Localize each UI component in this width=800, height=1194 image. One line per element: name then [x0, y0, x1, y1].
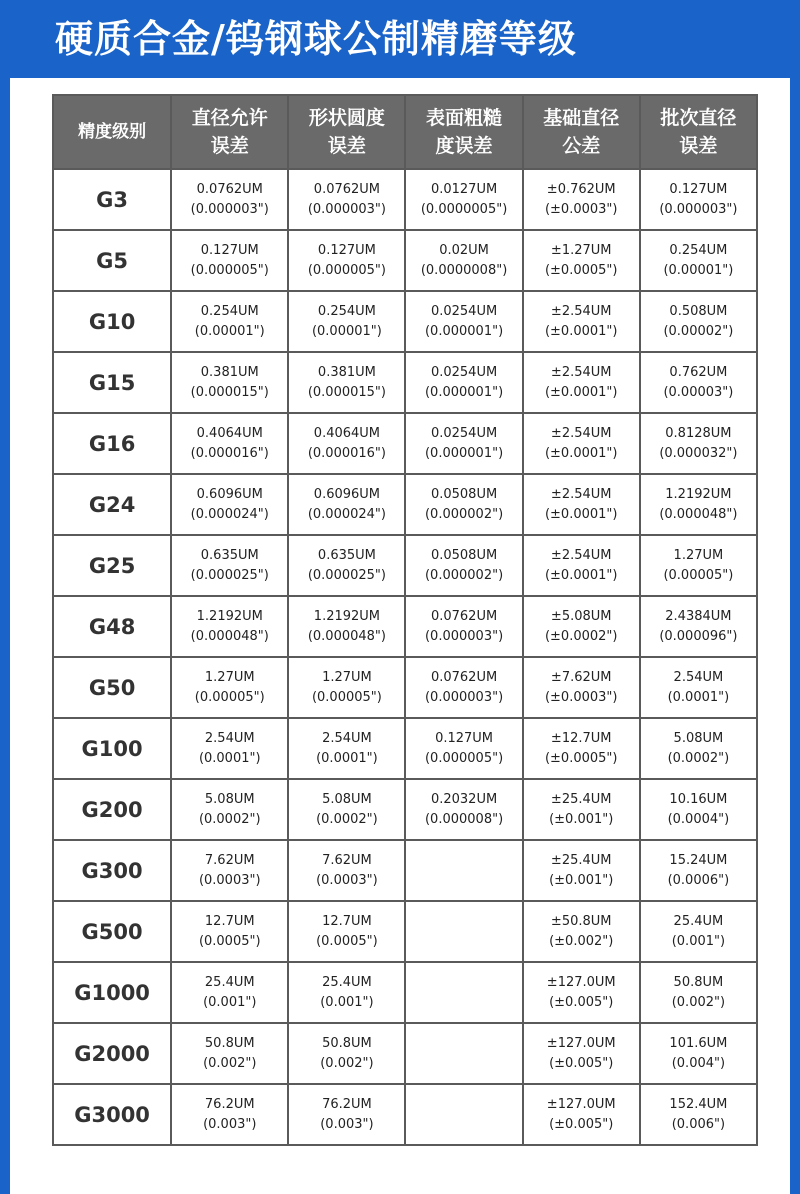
cell-lot-diameter-variation [640, 718, 757, 779]
table-row [53, 718, 757, 779]
cell-roundness [288, 169, 405, 230]
metric-value: 1.27UM [673, 547, 724, 563]
metric-value: 0.0508UM [430, 547, 498, 563]
cell-surface-roughness [405, 413, 522, 474]
cell-diameter-variation [171, 291, 288, 352]
cell-basic-diameter-tolerance [523, 1084, 640, 1145]
inch-value: (0.000003") [424, 628, 504, 644]
cell-diameter-variation [171, 169, 288, 230]
metric-value: 5.08UM [204, 791, 255, 807]
inch-value: (0.001") [671, 933, 726, 949]
metric-value: 0.0254UM [430, 364, 498, 380]
metric-value: 0.381UM [200, 364, 259, 380]
table-row [53, 901, 757, 962]
table-body [53, 169, 757, 1145]
inch-value: (0.00002") [663, 323, 734, 339]
grade-cell: G24 [53, 474, 171, 535]
inch-value: (0.0006") [667, 872, 730, 888]
metric-value: 0.0762UM [430, 608, 498, 624]
cell-roundness [288, 291, 405, 352]
cell-diameter-variation [171, 535, 288, 596]
inch-value: (±0.0001") [544, 384, 618, 400]
inch-value: (0.000015") [307, 384, 386, 400]
cell-lot-diameter-variation [640, 535, 757, 596]
inch-value: (±0.005") [549, 1116, 614, 1132]
grade-cell: G3 [53, 169, 171, 230]
cell-basic-diameter-tolerance [523, 230, 640, 291]
metric-value: 2.54UM [673, 669, 724, 685]
cell-lot-diameter-variation [640, 169, 757, 230]
grade-cell: G5 [53, 230, 171, 291]
inch-value: (0.00005") [663, 567, 734, 583]
inch-value: (±0.0003") [544, 689, 618, 705]
inch-value: (0.0001") [316, 750, 378, 766]
inch-value: (0.000001") [424, 323, 504, 339]
metric-value: 0.635UM [317, 547, 376, 563]
cell-roundness [288, 779, 405, 840]
header-line: 度误差 [435, 135, 493, 157]
inch-value: (0.00001") [194, 323, 265, 339]
inch-value: (0.002") [203, 1055, 257, 1071]
header-row [53, 95, 757, 169]
header-line: 基础直径 [543, 107, 620, 129]
grade-cell: G10 [53, 291, 171, 352]
inch-value: (0.000005") [307, 262, 386, 278]
cell-roundness [288, 535, 405, 596]
metric-value: 0.381UM [317, 364, 376, 380]
inch-value: (±0.002") [549, 933, 614, 949]
inch-value: (±0.0005") [544, 262, 618, 278]
cell-roundness [288, 413, 405, 474]
inch-value: (0.0004") [667, 811, 730, 827]
inch-value: (0.000016") [307, 445, 386, 461]
header-surface-roughness [405, 95, 522, 169]
table-row [53, 1023, 757, 1084]
grade-cell: G3000 [53, 1084, 171, 1145]
metric-value: 0.0254UM [430, 425, 498, 441]
inch-value: (0.0002") [198, 811, 261, 827]
cell-surface-roughness [405, 901, 522, 962]
inch-value: (0.00005") [194, 689, 265, 705]
metric-value: 76.2UM [322, 1096, 372, 1112]
cell-basic-diameter-tolerance [523, 596, 640, 657]
cell-surface-roughness [405, 535, 522, 596]
metric-value: 50.8UM [673, 974, 724, 990]
cell-surface-roughness [405, 779, 522, 840]
metric-value: ±25.4UM [550, 791, 612, 807]
inch-value: (±0.0005") [544, 750, 618, 766]
cell-surface-roughness [405, 840, 522, 901]
grade-cell: G15 [53, 352, 171, 413]
cell-surface-roughness [405, 657, 522, 718]
cell-lot-diameter-variation [640, 474, 757, 535]
header-line: 精度级别 [78, 122, 147, 142]
metric-value: 2.54UM [322, 730, 372, 746]
metric-value: 0.02UM [439, 242, 489, 258]
metric-value: 25.4UM [673, 913, 724, 929]
inch-value: (0.000015") [190, 384, 269, 400]
cell-surface-roughness [405, 169, 522, 230]
cell-roundness [288, 901, 405, 962]
metric-value: 25.4UM [204, 974, 255, 990]
cell-lot-diameter-variation [640, 596, 757, 657]
inch-value: (0.002") [671, 994, 726, 1010]
header-line: 批次直径 [660, 107, 737, 129]
cell-surface-roughness [405, 291, 522, 352]
cell-lot-diameter-variation [640, 291, 757, 352]
metric-value: 0.0127UM [430, 181, 498, 197]
metric-value: 50.8UM [322, 1035, 372, 1051]
inch-value: (±0.0001") [544, 567, 618, 583]
metric-value: 0.0762UM [196, 181, 263, 197]
cell-roundness [288, 596, 405, 657]
metric-value: 12.7UM [322, 913, 372, 929]
inch-value: (0.000048") [307, 628, 386, 644]
grade-cell: G2000 [53, 1023, 171, 1084]
metric-value: 25.4UM [322, 974, 372, 990]
header-line: 误差 [679, 135, 718, 157]
cell-diameter-variation [171, 596, 288, 657]
metric-value: 2.54UM [204, 730, 255, 746]
metric-value: 2.4384UM [665, 608, 732, 624]
metric-value: 1.2192UM [665, 486, 732, 502]
inch-value: (0.000003") [307, 201, 386, 217]
cell-lot-diameter-variation [640, 962, 757, 1023]
inch-value: (0.000024") [190, 506, 269, 522]
grade-cell: G25 [53, 535, 171, 596]
metric-value: 1.2192UM [313, 608, 381, 624]
cell-basic-diameter-tolerance [523, 657, 640, 718]
metric-value: 0.4064UM [196, 425, 263, 441]
header-line: 误差 [327, 135, 366, 157]
inch-value: (0.000001") [424, 445, 504, 461]
metric-value: 0.6096UM [196, 486, 263, 502]
cell-roundness [288, 657, 405, 718]
metric-value: 7.62UM [204, 852, 255, 868]
cell-diameter-variation [171, 657, 288, 718]
inch-value: (0.000005") [424, 750, 504, 766]
metric-value: 0.8128UM [665, 425, 732, 441]
metric-value: 0.4064UM [313, 425, 381, 441]
cell-surface-roughness [405, 230, 522, 291]
cell-roundness [288, 474, 405, 535]
inch-value: (±0.0003") [544, 201, 618, 217]
table-row [53, 352, 757, 413]
cell-basic-diameter-tolerance [523, 779, 640, 840]
cell-basic-diameter-tolerance [523, 413, 640, 474]
metric-value: 0.127UM [669, 181, 728, 197]
cell-lot-diameter-variation [640, 1023, 757, 1084]
cell-basic-diameter-tolerance [523, 169, 640, 230]
table-row [53, 596, 757, 657]
metric-value: 0.762UM [669, 364, 728, 380]
cell-diameter-variation [171, 474, 288, 535]
cell-roundness [288, 230, 405, 291]
inch-value: (0.000024") [307, 506, 386, 522]
inch-value: (0.000025") [190, 567, 269, 583]
cell-basic-diameter-tolerance [523, 352, 640, 413]
cell-basic-diameter-tolerance [523, 474, 640, 535]
metric-value: ±2.54UM [550, 547, 612, 563]
metric-value: ±2.54UM [550, 303, 612, 319]
header-line: 直径允许 [191, 107, 268, 129]
table-row [53, 291, 757, 352]
metric-value: ±25.4UM [550, 852, 612, 868]
inch-value: (0.006") [671, 1116, 726, 1132]
metric-value: 7.62UM [322, 852, 372, 868]
metric-value: ±127.0UM [546, 974, 616, 990]
inch-value: (0.0002") [667, 750, 730, 766]
cell-roundness [288, 352, 405, 413]
inch-value: (±0.0001") [544, 323, 618, 339]
inch-value: (0.0000008") [420, 262, 508, 278]
table-row [53, 840, 757, 901]
metric-value: ±127.0UM [546, 1035, 616, 1051]
inch-value: (0.000002") [424, 506, 504, 522]
inch-value: (0.00005") [311, 689, 382, 705]
metric-value: 0.254UM [317, 303, 376, 319]
metric-value: ±50.8UM [550, 913, 612, 929]
metric-value: 0.0254UM [430, 303, 498, 319]
grade-cell: G50 [53, 657, 171, 718]
header-roundness [288, 95, 405, 169]
cell-lot-diameter-variation [640, 657, 757, 718]
cell-roundness [288, 840, 405, 901]
inch-value: (0.003") [320, 1116, 374, 1132]
inch-value: (0.000048") [190, 628, 269, 644]
inch-value: (0.0003") [198, 872, 261, 888]
metric-value: 0.127UM [200, 242, 259, 258]
grade-cell: G48 [53, 596, 171, 657]
metric-value: ±0.762UM [546, 181, 616, 197]
inch-value: (0.000005") [190, 262, 269, 278]
table-row [53, 413, 757, 474]
cell-diameter-variation [171, 840, 288, 901]
header-line: 表面粗糙 [426, 107, 503, 129]
inch-value: (0.004") [671, 1055, 726, 1071]
inch-value: (0.000003") [190, 201, 269, 217]
cell-lot-diameter-variation [640, 779, 757, 840]
metric-value: ±2.54UM [550, 486, 612, 502]
inch-value: (±0.001") [549, 872, 614, 888]
metric-value: ±2.54UM [550, 364, 612, 380]
inch-value: (±0.001") [549, 811, 614, 827]
inch-value: (0.002") [320, 1055, 374, 1071]
cell-diameter-variation [171, 901, 288, 962]
cell-roundness [288, 962, 405, 1023]
metric-value: 0.127UM [435, 730, 494, 746]
inch-value: (0.000032") [659, 445, 738, 461]
inch-value: (0.003") [203, 1116, 257, 1132]
grade-cell: G16 [53, 413, 171, 474]
inch-value: (0.000002") [424, 567, 504, 583]
cell-diameter-variation [171, 1023, 288, 1084]
metric-value: 1.27UM [322, 669, 372, 685]
metric-value: 0.508UM [669, 303, 728, 319]
table-row [53, 230, 757, 291]
inch-value: (0.000016") [190, 445, 269, 461]
cell-basic-diameter-tolerance [523, 901, 640, 962]
metric-value: 0.127UM [317, 242, 376, 258]
inch-value: (0.0000005") [420, 201, 508, 217]
header-line: 形状圆度 [308, 107, 385, 129]
metric-value: ±127.0UM [546, 1096, 616, 1112]
cell-lot-diameter-variation [640, 901, 757, 962]
inch-value: (0.0005") [316, 933, 378, 949]
inch-value: (±0.0001") [544, 445, 618, 461]
inch-value: (0.00003") [663, 384, 734, 400]
metric-value: ±7.62UM [550, 669, 612, 685]
grade-cell: G1000 [53, 962, 171, 1023]
cell-surface-roughness [405, 962, 522, 1023]
cell-diameter-variation [171, 962, 288, 1023]
inch-value: (0.000003") [659, 201, 738, 217]
grade-cell: G300 [53, 840, 171, 901]
inch-value: (0.0001") [667, 689, 730, 705]
metric-value: 15.24UM [669, 852, 728, 868]
table-row [53, 474, 757, 535]
cell-basic-diameter-tolerance [523, 718, 640, 779]
inch-value: (0.0001") [198, 750, 261, 766]
metric-value: 5.08UM [673, 730, 724, 746]
metric-value: 0.0762UM [430, 669, 498, 685]
cell-lot-diameter-variation [640, 1084, 757, 1145]
inch-value: (±0.0001") [544, 506, 618, 522]
inch-value: (0.00001") [663, 262, 734, 278]
metric-value: 76.2UM [204, 1096, 255, 1112]
inch-value: (0.000048") [659, 506, 738, 522]
inch-value: (±0.0002") [544, 628, 618, 644]
inch-value: (0.001") [203, 994, 257, 1010]
page-title: 硬质合金/钨钢球公制精磨等级 [55, 17, 577, 61]
table-row [53, 169, 757, 230]
cell-diameter-variation [171, 352, 288, 413]
inch-value: (0.000008") [424, 811, 504, 827]
cell-surface-roughness [405, 596, 522, 657]
cell-surface-roughness [405, 352, 522, 413]
grade-cell: G200 [53, 779, 171, 840]
metric-value: 12.7UM [204, 913, 255, 929]
cell-diameter-variation [171, 1084, 288, 1145]
inch-value: (0.00001") [311, 323, 382, 339]
metric-value: ±2.54UM [550, 425, 612, 441]
metric-value: 152.4UM [669, 1096, 728, 1112]
cell-roundness [288, 718, 405, 779]
table-row [53, 1084, 757, 1145]
table-row [53, 657, 757, 718]
cell-diameter-variation [171, 413, 288, 474]
cell-surface-roughness [405, 1023, 522, 1084]
inch-value: (0.000001") [424, 384, 504, 400]
cell-basic-diameter-tolerance [523, 291, 640, 352]
cell-basic-diameter-tolerance [523, 535, 640, 596]
inch-value: (0.0005") [198, 933, 261, 949]
cell-basic-diameter-tolerance [523, 962, 640, 1023]
header-basic-diameter-tolerance [523, 95, 640, 169]
metric-value: 0.0762UM [313, 181, 381, 197]
metric-value: 0.6096UM [313, 486, 381, 502]
metric-value: ±12.7UM [550, 730, 612, 746]
cell-roundness [288, 1084, 405, 1145]
cell-lot-diameter-variation [640, 840, 757, 901]
header-lot-diameter-variation [640, 95, 757, 169]
metric-value: ±1.27UM [550, 242, 612, 258]
metric-value: 0.254UM [669, 242, 728, 258]
cell-surface-roughness [405, 474, 522, 535]
cell-lot-diameter-variation [640, 413, 757, 474]
metric-value: 50.8UM [204, 1035, 255, 1051]
inch-value: (0.000025") [307, 567, 386, 583]
table-card [10, 78, 790, 1194]
cell-basic-diameter-tolerance [523, 1023, 640, 1084]
grade-cell: G500 [53, 901, 171, 962]
cell-lot-diameter-variation [640, 352, 757, 413]
metric-value: 1.2192UM [196, 608, 263, 624]
header-diameter-variation [171, 95, 288, 169]
cell-diameter-variation [171, 779, 288, 840]
metric-value: 0.0508UM [430, 486, 498, 502]
cell-surface-roughness [405, 1084, 522, 1145]
cell-lot-diameter-variation [640, 230, 757, 291]
cell-surface-roughness [405, 718, 522, 779]
metric-value: 0.254UM [200, 303, 259, 319]
table-row [53, 962, 757, 1023]
cell-diameter-variation [171, 230, 288, 291]
table-row [53, 535, 757, 596]
cell-roundness [288, 1023, 405, 1084]
metric-value: 1.27UM [204, 669, 255, 685]
inch-value: (±0.005") [549, 994, 614, 1010]
metric-value: 0.635UM [200, 547, 259, 563]
inch-value: (0.0002") [316, 811, 378, 827]
header-line: 公差 [562, 135, 601, 157]
metric-value: 5.08UM [322, 791, 372, 807]
metric-value: 0.2032UM [430, 791, 498, 807]
inch-value: (0.000003") [424, 689, 504, 705]
header-line: 误差 [210, 135, 249, 157]
table-row [53, 779, 757, 840]
metric-value: 101.6UM [669, 1035, 728, 1051]
inch-value: (±0.005") [549, 1055, 614, 1071]
metric-value: 10.16UM [669, 791, 728, 807]
inch-value: (0.000096") [659, 628, 738, 644]
header-grade [53, 95, 171, 169]
metric-value: ±5.08UM [550, 608, 612, 624]
cell-basic-diameter-tolerance [523, 840, 640, 901]
cell-diameter-variation [171, 718, 288, 779]
inch-value: (0.0003") [316, 872, 378, 888]
grade-cell: G100 [53, 718, 171, 779]
precision-grade-table [52, 94, 758, 1146]
inch-value: (0.001") [320, 994, 374, 1010]
